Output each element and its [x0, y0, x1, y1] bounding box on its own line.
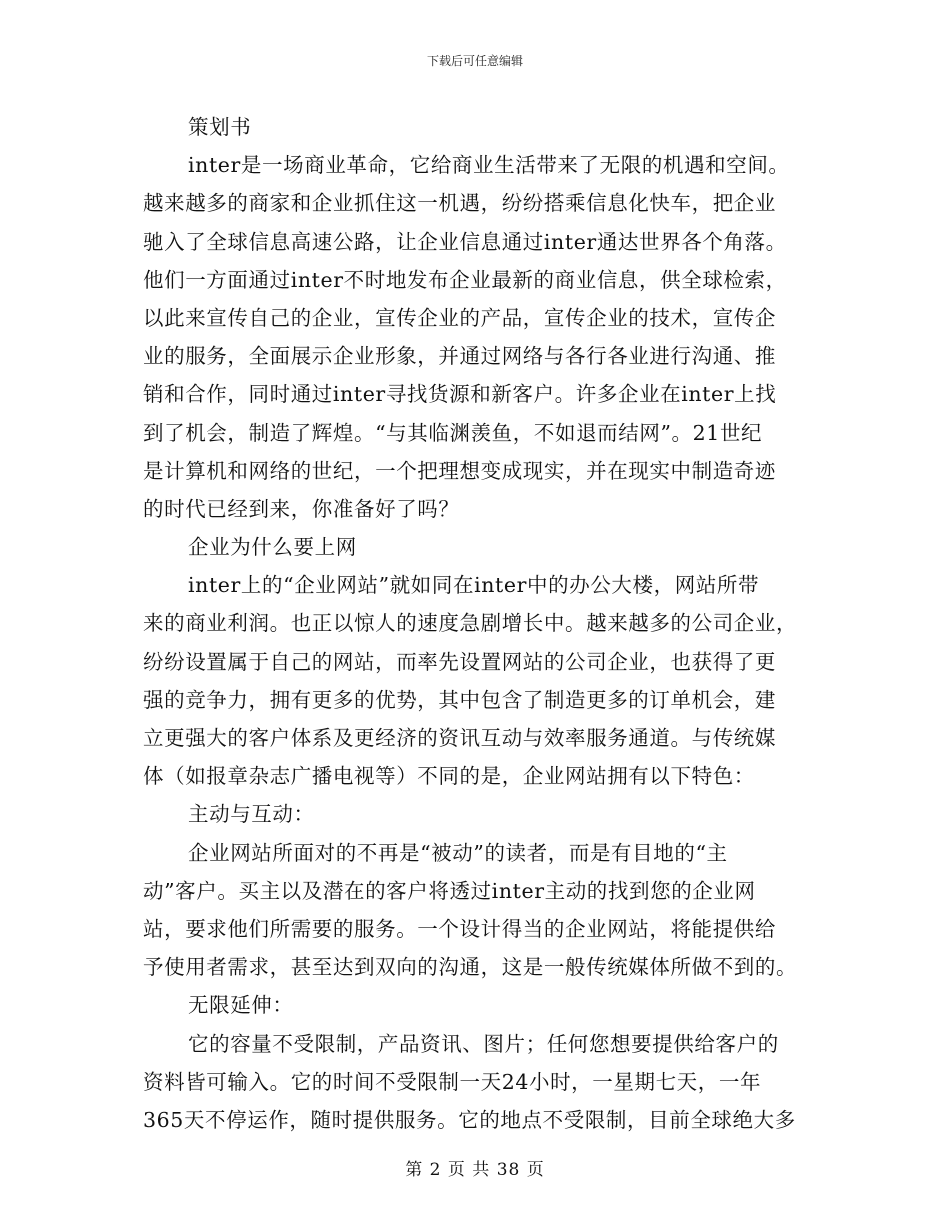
paragraph-line: 强的竞争力，拥有更多的优势，其中包含了制造更多的订单机会，建 — [143, 687, 776, 712]
paragraph-line: 动”客户。买主以及潜在的客户将透过inter主动的找到您的企业网 — [143, 878, 756, 903]
paragraph-line: 驰入了全球信息高速公路，让企业信息通过inter通达世界各个角落。 — [143, 229, 787, 254]
paragraph-line: 365天不停运作，随时提供服务。它的地点不受限制，目前全球绝大多 — [143, 1107, 796, 1132]
paragraph-line: inter上的“企业网站”就如同在inter中的办公大楼，网站所带 — [188, 573, 760, 598]
paragraph-line: 他们一方面通过inter不时地发布企业最新的商业信息，供全球检索， — [143, 267, 787, 292]
paragraph-line: 业的服务，全面展示企业形象，并通过网络与各行各业进行沟通、推 — [143, 344, 776, 369]
paragraph-line: inter是一场商业革命，它给商业生活带来了无限的机遇和空间。 — [188, 153, 790, 178]
paragraph-line: 它的容量不受限制，产品资讯、图片；任何您想要提供给客户的 — [188, 1031, 779, 1056]
paragraph-line: 是计算机和网络的世纪，一个把理想变成现实，并在现实中制造奇迹 — [143, 458, 776, 483]
paragraph-line: 予使用者需求，甚至达到双向的沟通，这是一般传统媒体所做不到的。 — [143, 955, 798, 980]
section-heading: 无限延伸： — [188, 993, 294, 1018]
paragraph-line: 资料皆可输入。它的时间不受限制一天24小时，一星期七天，一年 — [143, 1069, 762, 1094]
document-body — [143, 108, 811, 1139]
paragraph-line: 立更强大的客户体系及更经济的资讯互动与效率服务通道。与传统媒 — [143, 726, 776, 750]
page-header: 下载后可任意编辑 — [426, 54, 523, 68]
paragraph-line: 纷纷设置属于自己的网站，而率先设置网站的公司企业，也获得了更 — [143, 649, 776, 674]
page-footer: 第 2 页 共 38 页 — [405, 1160, 545, 1180]
section-heading: 主动与互动： — [188, 802, 315, 827]
paragraph-line: 到了机会，制造了辉煌。“与其临渊羡鱼，不如退而结网”。21世纪 — [143, 420, 763, 445]
paragraph-line: 站，要求他们所需要的服务。一个设计得当的企业网站，将能提供给 — [143, 916, 776, 941]
paragraph-line: 销和合作，同时通过inter寻找货源和新客户。许多企业在inter上找 — [143, 382, 777, 407]
paragraph-line: 的时代已经到来，你准备好了吗？ — [143, 496, 460, 521]
paragraph-line: 来的商业利润。也正以惊人的速度急剧增长中。越来越多的公司企业， — [143, 611, 798, 636]
paragraph-line: 以此来宣传自己的企业，宣传企业的产品，宣传企业的技术，宣传企 — [143, 305, 776, 330]
paragraph-line: 越来越多的商家和企业抓住这一机遇，纷纷搭乘信息化快车，把企业 — [143, 191, 776, 216]
doc-title: 策划书 — [188, 115, 252, 139]
paragraph-line: 体（如报章杂志广播电视等）不同的是，企业网站拥有以下特色： — [143, 764, 755, 789]
section-heading: 企业为什么要上网 — [188, 535, 357, 560]
paragraph-line: 企业网站所面对的不再是“被动”的读者，而是有目地的“主 — [188, 840, 728, 865]
